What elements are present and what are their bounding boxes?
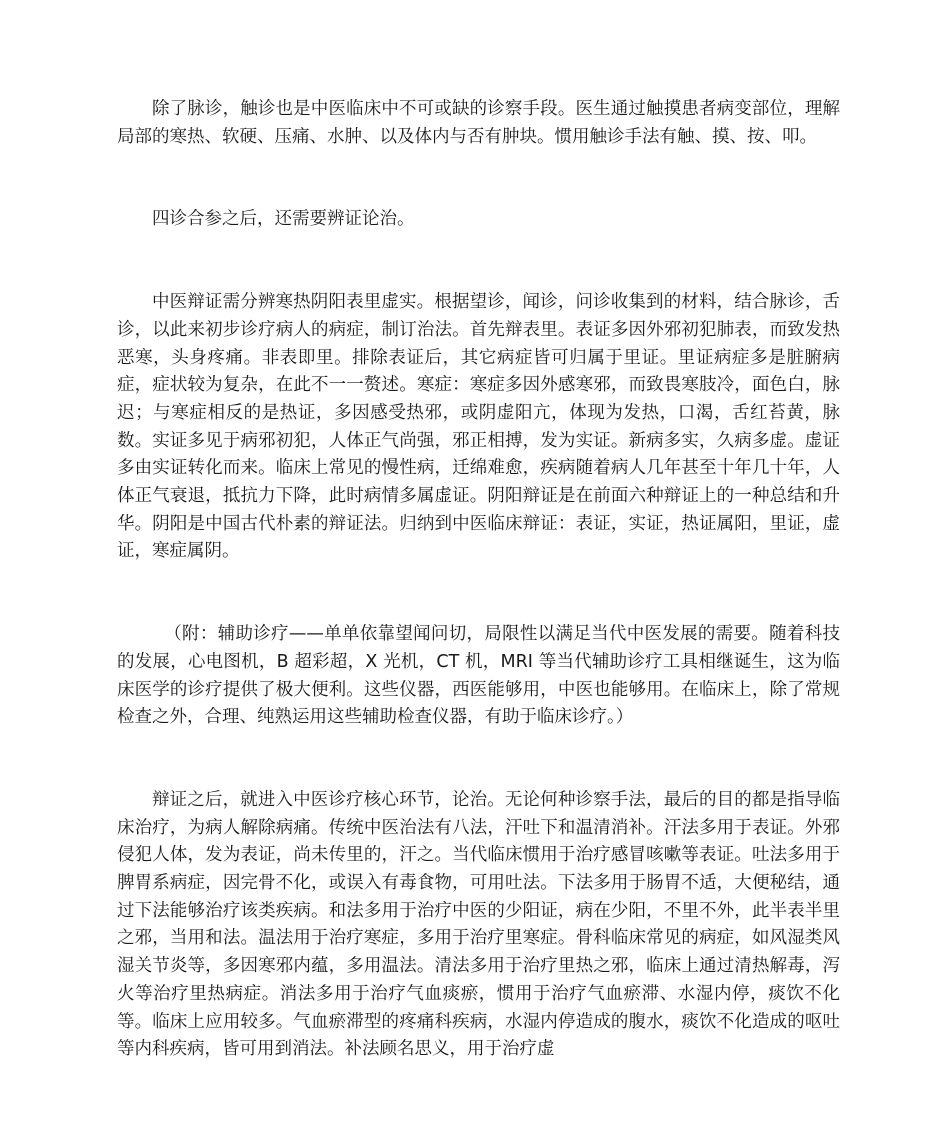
paragraph-gap (117, 566, 840, 621)
paragraph-syndrome-differentiation: 中医辩证需分辨寒热阴阳表里虚实。根据望诊，闻诊，问诊收集到的材料，结合脉诊，舌诊，以此来初步诊疗病人的病症，制订治法。首先辩表里。表证多因外邪初犯肺表，而致发热恶寒，头身疼痛。非表即里。排除表证后，其它病症皆可归属于里证。里证病症多是脏腑病症，症状较为复杂，在此不一一赘述。寒症：寒症多因外感寒邪，而致畏寒肢冷，面色白，脉迟；与寒症相反的是热证，多因感受热邪，或阴虚阳亢，体现为发热，口渴，舌红苔黄，脉数。实证多见于病邪初犯，人体正气尚强，邪正相搏，发为实证。新病多实，久病多虚。虚证多由实证转化而来。临床上常见的慢性病，迁绵难愈，疾病随着病人几年甚至十年几十年，人体正气衰退，抵抗力下降，此时病情多属虚证。阴阳辩证是在前面六种辩证上的一种总结和升华。阴阳是中国古代朴素的辩证法。归纳到中医临床辩证：表证，实证，热证属阳，里证，虚证，寒症属阴。 (117, 292, 840, 562)
paragraph-four-diagnoses: 四诊合参之后，还需要辨证论治。 (152, 209, 415, 230)
paragraph-auxiliary-note: （附：辅助诊疗——单单依靠望闻问切，局限性以满足当代中医发展的需要。随着科技的发展，心电图机，B 超彩超，X 光机，CT 机，MRI 等当代辅助诊疗工具相继诞生，这为临床医学的诊疗提供了极大便利。这些仪器，西医能够用，中医也能够用。在临床上，除了常规检查之外，合理、纯熟运用这些辅助检查仪器，有助于临床诊疗。） (117, 624, 840, 728)
document-page (117, 96, 840, 1064)
paragraph-treatment-methods: 辩证之后，就进入中医诊疗核心环节，论治。无论何种诊察手法，最后的目的都是指导临床治疗，为病人解除病痛。传统中医治法有八法，汗吐下和温清消补。汗法多用于表证。外邪侵犯人体，发为表证，尚未传里的，汗之。当代临床惯用于治疗感冒咳嗽等表证。吐法多用于脾胃系病症，因完骨不化，或误入有毒食物，可用吐法。下法多用于肠胃不适，大便秘结，通过下法能够治疗该类疾病。和法多用于治疗中医的少阳证，病在少阳，不里不外，此半表半里之邪，当用和法。温法用于治疗寒症，多用于治疗里寒症。骨科临床常见的病症，如风湿类风湿关节炎等，多因寒邪内蕴，多用温法。清法多用于治疗里热之邪，临床上通过清热解毒，泻火等治疗里热病症。消法多用于治疗气血痰瘀，惯用于治疗气血瘀滞、水湿内停，痰饮不化等。临床上应用较多。气血瘀滞型的疼痛科疾病，水湿内停造成的腹水，痰饮不化造成的呕吐等内科疾病，皆可用到消法。补法顾名思义，用于治疗虚 (117, 789, 840, 1060)
paragraph-palpation: 除了脉诊，触诊也是中医临床中不可或缺的诊察手段。医生通过触摸患者病变部位，理解局部的寒热、软硬、压痛、水肿、以及体内与否有肿块。惯用触诊手法有触、摸、按、叩。 (117, 99, 840, 147)
paragraph-gap (117, 732, 840, 787)
paragraph-gap (117, 151, 840, 206)
paragraph-gap (117, 234, 840, 289)
